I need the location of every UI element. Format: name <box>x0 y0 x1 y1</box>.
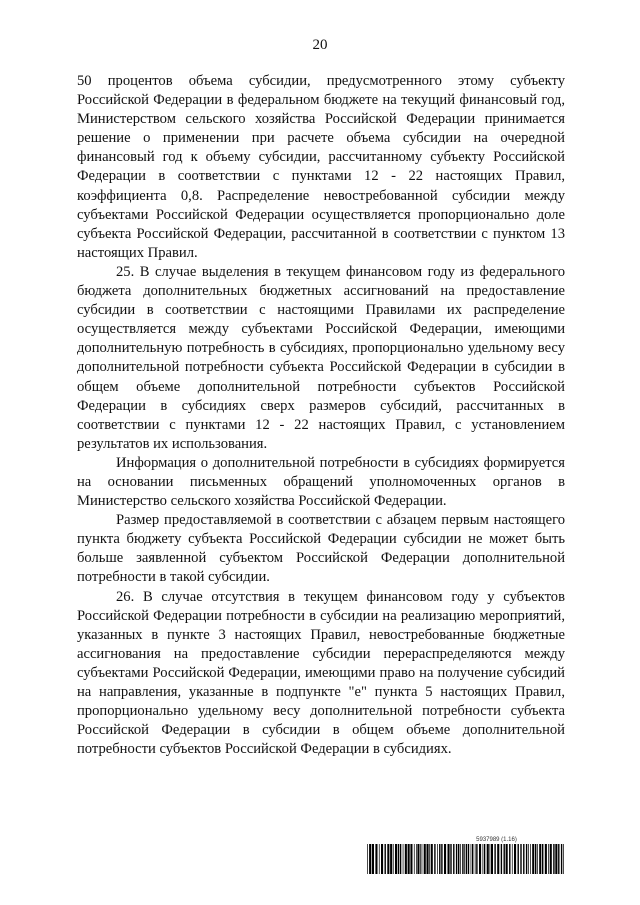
paragraph: 25. В случае выделения в текущем финансовом году из федерального бюджета дополнительных бюджетных ассигнований на предоставление субсидии в соответствии с настоящими Правилами их распределение осуществляется между субъектами Российской Федерации, имеющими дополнительную потребность в субсидиях, пропорционально удельному весу дополнительной потребности субъекта Российской Федерации в субсидии в общем объеме дополнительной потребности субъектов Российской Федерации в субсидиях сверх размеров субсидий, рассчитанных в соответствии с пунктами 12 - 22 настоящих Правил, с установлением результатов их использования. <box>77 263 565 452</box>
barcode-caption: 5937989 (1.16) <box>476 837 517 843</box>
paragraph: 26. В случае отсутствия в текущем финансовом году у субъектов Российской Федерации потребности в субсидии на реализацию мероприятий, указанных в пункте 3 настоящих Правил, невостребованные бюджетные ассигнования на предоставление субсидии перераспределяются между субъектами Российской Федерации, имеющими право на получение субсидий на направления, указанные в подпункте "е" пункта 5 настоящих Правил, пропорционально удельному весу дополнительной потребности субъекта Российской Федерации в субсидии в общем объеме дополнительной потребности субъектов Российской Федерации в субсидиях. <box>77 588 565 758</box>
barcode-icon <box>367 844 566 874</box>
page-number: 20 <box>312 37 328 53</box>
paragraph: Информация о дополнительной потребности в субсидиях формируется на основании письменных обращений уполномоченных органов в Министерство сельского хозяйства Российской Федерации. <box>77 454 565 510</box>
paragraph: 50 процентов объема субсидии, предусмотренного этому субъекту Российской Федерации в федеральном бюджете на текущий финансовый год, Министерством сельского хозяйства Российской Федерации принимается решение о применении при расчете объема субсидии на очередной финансовый год к объему субсидии, рассчитанному субъекту Российской Федерации в соответствии с пунктами 12 - 22 настоящих Правил, коэффициента 0,8. Распределение невостребованной субсидии между субъектами Российской Федерации осуществляется пропорционально доле субъекта Российской Федерации, рассчитанной в соответствии с пунктом 13 настоящих Правил. <box>77 73 565 261</box>
paragraph: Размер предоставляемой в соответствии с абзацем первым настоящего пункта бюджету субъекта Российской Федерации субсидии не может быть больше заявленной субъектом Российской Федерации дополнительной потребности в такой субсидии. <box>77 512 565 586</box>
barcode-block <box>367 836 566 874</box>
document-body <box>77 72 565 759</box>
